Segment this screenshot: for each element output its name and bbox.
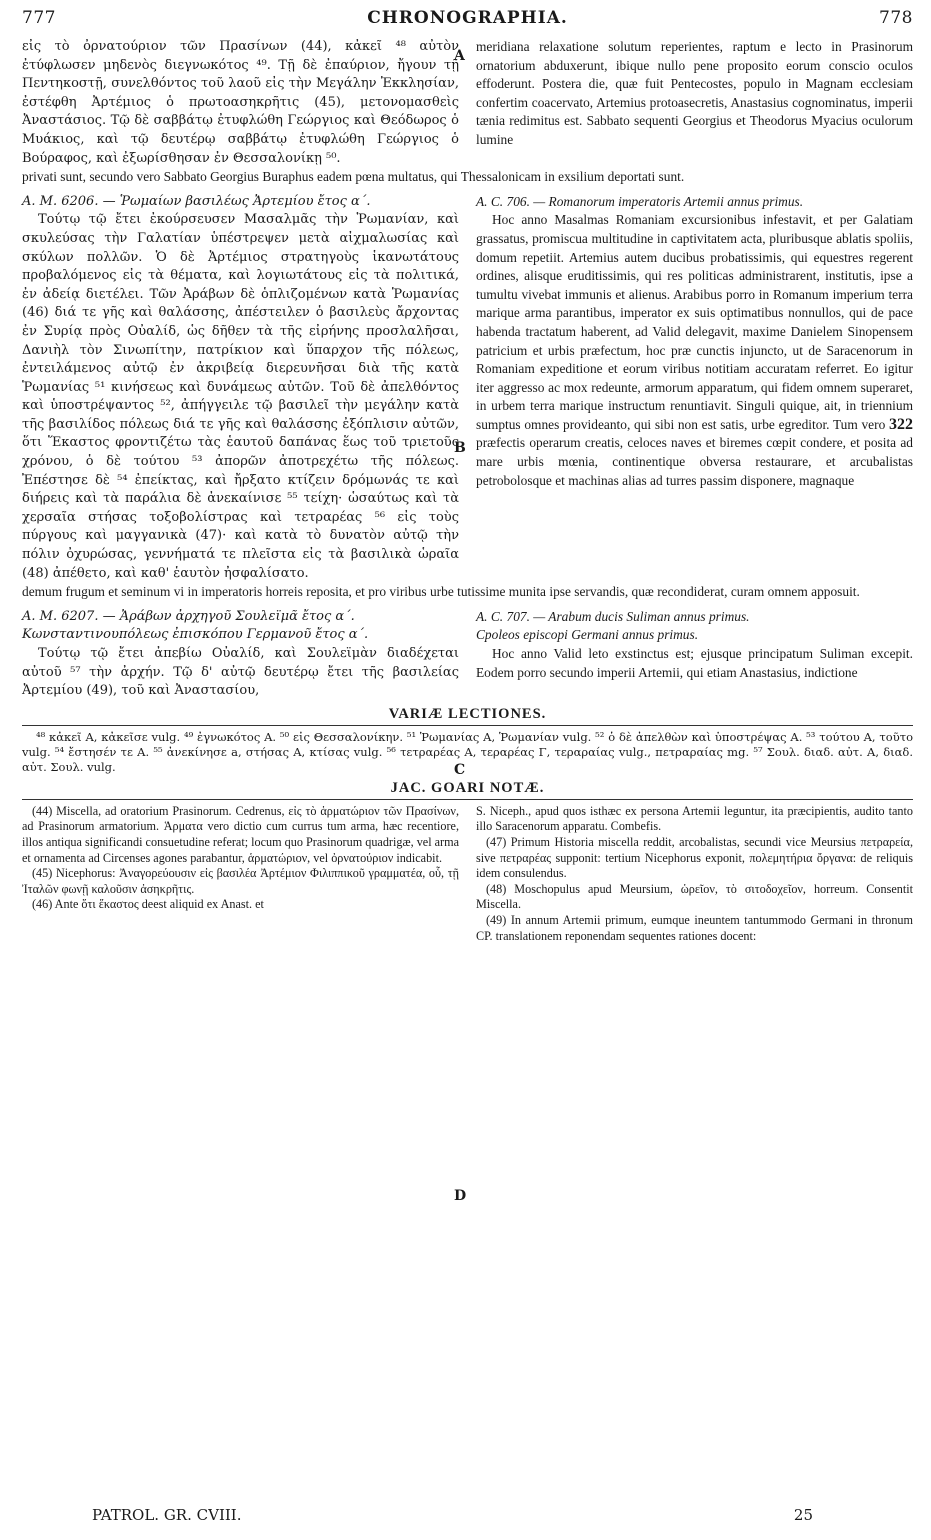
note-47: (47) Primum Historia miscella reddit, arcobalistas, secundi vice Meursius πετραρεία, sive πετραρέας supponit: tertium Nicephorus exponit, πολεμητήρια ὄργανα: de reliquis idem consulendus. (476, 834, 913, 881)
greek-column (22, 38, 459, 168)
full-text-2: demum frugum et seminum vi in imperatoris horreis reposita, et pro viribus urbe tutissime munita ipse servandis, quæ recondiderat, curam omnem apposuit. (22, 584, 860, 600)
variae-text: ⁴⁸ κἀκεῖ A, κἀκεῖσε vulg. ⁴⁹ ἐγνωκότος A. ⁵⁰ εἰς Θεσσαλονίκην. ⁵¹ Ῥωμανίας A, Ῥωμανίαν vulg. ⁵² ὁ δὲ ἀπελθὼν καὶ ὑποστρέψας A. ⁵³ τούτου A, τοῦτο vulg. ⁵⁴ ἔστησέν τε A. ⁵⁵ ἀνεκίνησε a, στήσας A, κτίσας vulg. ⁵⁶ τετραρέας A, τεραρέας Γ, τεραραίας vulg., πετραραίας mg. ⁵⁷ Σουλ. διαδ. αὐτ. A, διαδ. αὐτ. Σουλ. vulg. (22, 729, 913, 774)
latin-text-3: Hoc anno Valid leto exstinctus est; ejusque principatum Suliman excepit. Eodem porro secundo imperii Artemii, qui etiam Anastasius, indictione (476, 646, 913, 680)
series-label: PATROL. GR. CVIII. (92, 1506, 242, 1524)
left-page-number: 777 (22, 8, 56, 28)
latin-column-2 (476, 211, 913, 583)
full-text-1: privati sunt, secundo vero Sabbato Georgius Buraphus eadem pœna multatus, qui Thessalonicam in exsilium deportati sunt. (22, 169, 685, 185)
greek-year-heading-2 (22, 608, 459, 645)
variae-lectiones (22, 730, 913, 775)
latin-column (476, 38, 913, 168)
column-marker-b: B (454, 440, 466, 456)
variae-lectiones-title: VARIÆ LECTIONES. (22, 706, 913, 726)
latin-text-2a: Hoc anno Masalmas Romaniam excursionibus infestavit, et per Galatiam grassatus, promiscua multitudine in captivitatem acta, pluribusque ablatis spoliis, domum repetiit. Artemius autem ducibus probatissimis, qui equestres regerent ordines, alisque eruditissimis, qui res politicas administrarent, institutis, ipse a tumultu vivebat immunis et alienus. Arabibus porro in Romanum imperium terra marique arma parantibus, imperator ex suis optimatibus nonnullos, qui de pace habenda tractatum haberent, ad Valid delegavit, maxime Danielem Sinopensem patricium et urbis præfectum, hoc præ cunctis injuncto, ut de Saracenorum in Romaniam expeditione et eorum viribus notitiam accuratam referret. Eo igitur iter aggresso ac mox redeunte, armorum apparatum, qui fidem omnem superaret, in urbem terra marique instructum renuntiavit. Singuli quique, ait, in triennium sumptus omnes provideanto, qui sibi non est satis, urbe egreditor. Tum vero (476, 212, 913, 432)
page (22, 0, 913, 1528)
notes-title: JAC. GOARI NOTÆ. (22, 780, 913, 800)
greek-heading-line-1: A. M. 6207. — Ἀράβων ἀρχηγοῦ Σουλεϊμᾶ ἔτος α΄. (22, 608, 355, 624)
right-page-number: 778 (879, 8, 913, 28)
notes-columns (22, 804, 913, 944)
signature-number: 25 (793, 1506, 813, 1524)
section-3-columns (22, 645, 913, 701)
greek-text-1: εἰς τὸ ὀρνατούριον τῶν Πρασίνων (44), κἀκεῖ ⁴⁸ αὐτὸν ἐτύφλωσεν μηδενὸς διεγνωκότος ⁴⁹. Τῇ δὲ ἐπαύριον, ἤγουν τῇ Πεντηκοστῇ, συνελθόντος τοῦ λαοῦ εἰς τὴν Μεγάλην Ἐκκλησίαν, ἐστέφθη Ἀρτέμιος ὁ πρωτοασηκρῆτις (45), μετονομασθεὶς Ἀναστάσιος. Τῷ δὲ σαββάτῳ ἐτυφλώθη Γεώργιος καὶ Θεόδωρος ὁ Μυάκιος, καὶ τῷ δευτέρῳ σαββάτῳ ἐτυφλώθη Γεώργιος ὁ Βούραφος, καὶ ἐξωρίσθησαν ἐν Θεσσαλονίκῃ ⁵⁰. (22, 39, 459, 166)
page-header (22, 8, 913, 38)
section-2-columns (22, 211, 913, 583)
note-44: (44) Miscella, ad oratorium Prasinorum. Cedrenus, εἰς τὸ ἁρματώριον τῶν Πρασίνων, ad Prasinorum armatorium. Ἁρματα vero dictio cum currus tum arma, hæc recentiore, illos antiqua significandi consuetudine referat; locum quo Prasinorum quadrigæ, vel arma et ornamenta ad Circenses agones parabantur, ἁρματώριον, vel ὀρνατούριον indicabit. (22, 803, 459, 865)
full-width-latin-2 (22, 583, 913, 602)
greek-year-heading: A. M. 6206. — Ῥωμαίων βασιλέως Ἀρτεμίου ἔτος α΄. (22, 193, 371, 209)
running-title: CHRONOGRAPHIA. (367, 8, 568, 28)
latin-heading-line-2: Cpoleos episcopi Germani annus primus. (476, 627, 699, 643)
notes-left-column (22, 804, 459, 944)
section-3-headings (22, 608, 913, 645)
note-46: (46) Ante ὅτι ἕκαστος deest aliquid ex Anast. et (32, 897, 264, 912)
latin-text-2 (476, 211, 913, 490)
greek-text-3: Τούτῳ τῷ ἔτει ἀπεβίω Οὐαλίδ, καὶ Σουλεϊμὰν διαδέχεται αὐτοῦ ⁵⁷ τὴν ἀρχήν. Τῷ δ' αὐτῷ δευτέρῳ ἔτει τῆς βασιλείας Ἀρτεμίου (49), τοῦ καὶ Ἀναστασίου, (22, 646, 459, 699)
note-45: (45) Nicephorus: Ἀναγορεύουσιν εἰς βασιλέα Ἀρτέμιον Φιλιππικοῦ γραμματέα, οὗ, τῇ Ἰταλῶν φωνῇ καλοῦσιν ἀσηκρῆτις. (22, 866, 459, 896)
original-page-number: 322 (888, 415, 913, 433)
greek-column-2 (22, 211, 459, 583)
page-footer (22, 1506, 913, 1524)
latin-text-1: meridiana relaxatione solutum reperientes, raptum e lecto in Prasinorum ornatorium abduxerunt, ibique nullo pene proposito eorum conscio oculos effoderunt. Postera die, quæ fuit Pentecostes, populo in Magnam ecclesiam confertim coacervato, Artemius protoasecretis, Anastasius cognominatus, imperii tænia redimitus est. Sabbato sequenti Georgius et Theodorus Myacius oculorum lumine (476, 39, 913, 147)
note-48: (48) Moschopulus apud Meursium, ὡρεῖον, τὸ σιτοδοχεῖον, horreum. Consentit Miscella. (476, 881, 913, 912)
latin-text-2b: præfectis operarum creatis, celoces naves et biremes cœpit condere, et posita ad mare urbis mœnia, continentique obversa restaurare, et arcubalistas petrobolosque et machinas alias ad turres passim disponere, magnaque (476, 435, 913, 488)
greek-heading-line-2: Κωνσταντινουπόλεως ἐπισκόπου Γερμανοῦ ἔτος α΄. (22, 627, 369, 643)
notes-right-column (476, 804, 913, 944)
latin-heading-line-1: A. C. 707. — Arabum ducis Suliman annus primus. (476, 608, 750, 624)
column-marker-d: D (454, 1188, 467, 1204)
column-marker-a: A (454, 48, 465, 64)
greek-text-2: Τούτῳ τῷ ἔτει ἐκούρσευσεν Μασαλμᾶς τὴν Ῥωμανίαν, καὶ σκυλεύσας τὴν Γαλατίαν ὑπέστρεψεν μετὰ αἰχμαλωσίας καὶ σκύλων πολλῶν. Ὁ δὲ Ἀρτέμιος στρατηγοὺς ἱκανωτάτους προβαλόμενος εἰς τὰ θέματα, καὶ λογιωτάτους εἰς τὰ πολιτικά, ἐν ἀδείᾳ διετέλει. Τῶν Ἀράβων δὲ ὁπλιζομένων κατὰ Ῥωμανίας (46) διά τε γῆς καὶ θαλάσσης, ἀπέστειλεν ὁ βασιλεὺς ἄρχοντας ἐν Συρίᾳ πρὸς Οὐαλίδ, ὡς δῆθεν τὰ τῆς εἰρήνης προσλαλῆσαι, Δανιὴλ τὸν Σινωπίτην, πατρίκιον καὶ ὕπαρχον τῆς πόλεως, ἐντειλάμενος αὐτῷ ἐν ἀκριβείᾳ διερευνῆσαι διὰ τῆς κατὰ Ῥωμανίας ⁵¹ κινήσεως καὶ δυνάμεως αὐτῶν. Τοῦ δὲ ἀπελθόντος καὶ ὑποστρέψαντος ⁵², ἀπήγγειλε τῷ βασιλεῖ τὴν μεγάλην κατὰ τῆς βασιλίδος πόλεως διά τε γῆς καὶ θαλάσσης ἐξόπλισιν αὐτῶν, ὅτι Ἕκαστος φροντιζέτω τὰς ἑαυτοῦ δαπάνας ἕως τοῦ τριετοῦς χρόνου, ὁ δὲ τούτου ⁵³ ἀπορῶν ἀποτρεχέτω τῆς πόλεως. Ἐπέστησε δὲ ⁵⁴ ἐπείκτας, καὶ ἤρξατο κτίζειν δρόμωνάς τε καὶ διήρεις καὶ τὰ παράλια δὲ ἀνεκαίνισε ⁵⁵ τείχη· ὡσαύτως καὶ τὰ χερσαῖα στήσας τοξοβολίστρας καὶ τετραρέας ⁵⁶ εἰς τοὺς πύργους καὶ μαγγανικὰ (47)· καὶ κατὰ τὸ δυνατὸν αὐτῷ τὴν πόλιν ὀχυρώσας, γεννήματά τε πλεῖστα εἰς τὰ βασιλικὰ ὡραῖα (48) ἀπέθετο, καὶ καθ' ἑαυτὸν ἠσφαλίσατο. (22, 212, 459, 581)
full-width-latin-1 (22, 168, 913, 187)
latin-year-heading-2 (476, 608, 913, 645)
latin-column-3 (476, 645, 913, 701)
note-46-cont: S. Niceph., apud quos isthæc ex persona Artemii leguntur, ita præcipientis, audito tanto illo Saracenorum apparatu. Combefis. (476, 803, 913, 834)
note-49: (49) In annum Artemii primum, eumque ineuntem tantummodo Germani in thronum CP. translationem reponendam sequentes rationes docent: (476, 912, 913, 943)
section-2-headings (22, 193, 913, 212)
section-1-columns (22, 38, 913, 168)
latin-year-heading: A. C. 706. — Romanorum imperatoris Artemii annus primus. (476, 193, 804, 209)
column-marker-c: C (454, 762, 466, 778)
greek-column-3 (22, 645, 459, 701)
